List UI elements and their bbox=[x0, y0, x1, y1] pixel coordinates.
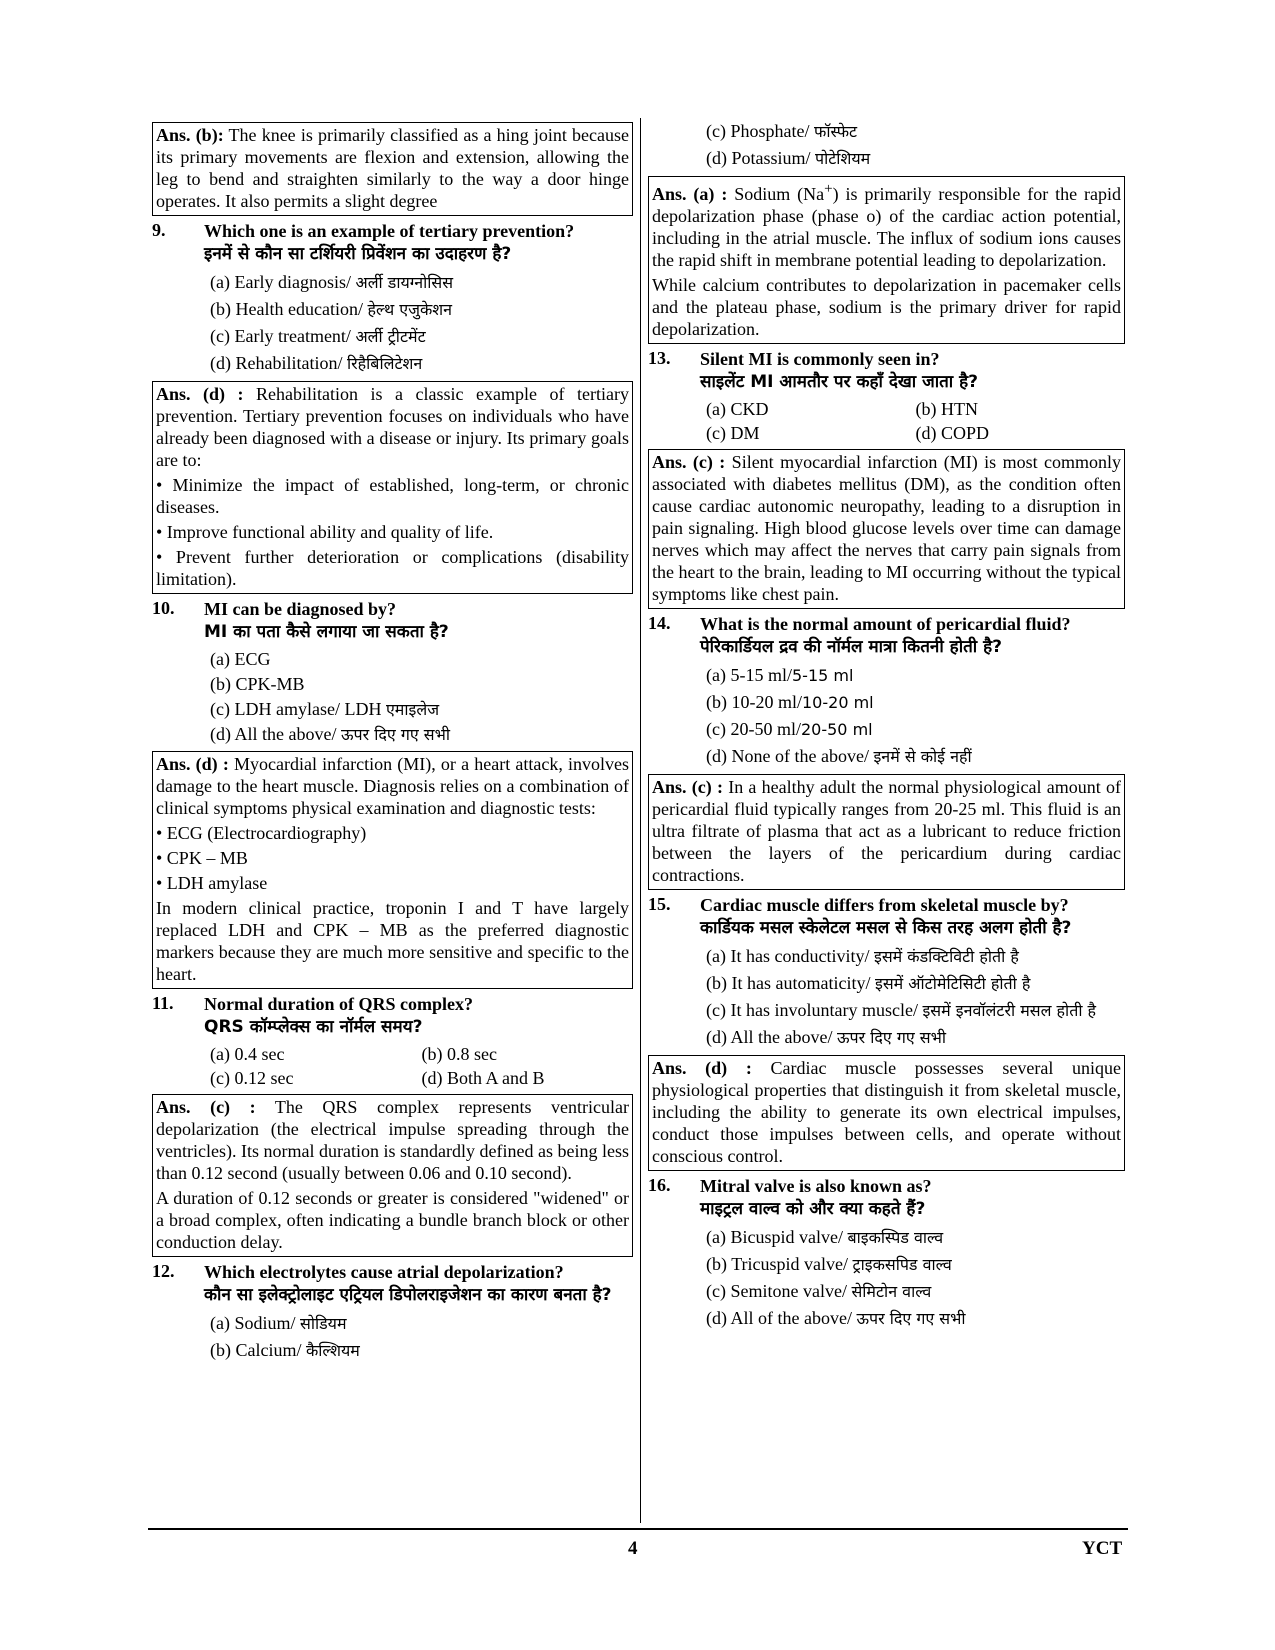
option-b: (b) Calcium/ कैल्शियम bbox=[210, 1340, 360, 1360]
options-q14 bbox=[706, 662, 1125, 770]
option-a: (a) CKD bbox=[706, 399, 769, 419]
question-text-en: MI can be diagnosed by? bbox=[204, 599, 397, 619]
option-a: (a) 5-15 ml/5-15 ml bbox=[706, 665, 854, 685]
question-9 bbox=[152, 220, 633, 266]
question-12 bbox=[152, 1261, 633, 1307]
left-column bbox=[152, 118, 633, 1364]
option-d: (d) Potassium/ पोटेशियम bbox=[706, 148, 871, 168]
answer-bullet: • Minimize the impact of established, long-term, or chronic diseases. bbox=[156, 475, 629, 517]
answer-text: The knee is primarily classified as a hing joint because its primary movements are flexion and extension, allowing the leg to bend and straighten similarly to the way a door hinge operates. It also permits a slight degree bbox=[156, 125, 629, 211]
question-13 bbox=[648, 348, 1125, 394]
answer-text: In modern clinical practice, troponin I and T have largely replaced LDH and CPK – MB as the preferred diagnostic markers because they are much more sensitive and specific to the heart. bbox=[156, 898, 629, 984]
option-c: (c) LDH amylase/ LDH एमाइलेज bbox=[210, 699, 440, 719]
answer-bullet: • Prevent further deterioration or complications (disability limitation). bbox=[156, 547, 629, 589]
answer-box-q9: Ans. (d) : Rehabilitation is a classic example of tertiary prevention. Tertiary prevention focuses on individuals who have already been diagnosed with a disease or injury. Its primary goals are to: • Minimize the impact of established, long-term, or chronic diseases. • Improve functional ability and quality of life. • Prevent further deterioration or complications (disability limitation). bbox=[152, 381, 633, 594]
question-16 bbox=[648, 1175, 1125, 1221]
option-a: (a) Early diagnosis/ अर्ली डायग्नोसिस bbox=[210, 272, 454, 292]
question-text-en: Normal duration of QRS complex? bbox=[204, 994, 473, 1014]
question-text-hi: कौन सा इलेक्ट्रोलाइट एट्रियल डिपोलराइजेशन का कारण बनता है? bbox=[204, 1285, 612, 1305]
option-c: (c) 20-50 ml/20-50 ml bbox=[706, 719, 873, 739]
publisher-brand: YCT bbox=[1082, 1538, 1123, 1559]
option-a: (a) It has conductivity/ इसमें कंडक्टिविटी होती है bbox=[706, 946, 1019, 966]
question-text-hi: इनमें से कौन सा टर्शियरी प्रिवेंशन का उदाहरण है? bbox=[204, 244, 512, 264]
question-number: 11. bbox=[152, 993, 174, 1013]
question-text-en: Cardiac muscle differs from skeletal muscle by? bbox=[700, 895, 1069, 915]
options-q13 bbox=[706, 397, 1125, 445]
options-q12 bbox=[210, 1310, 633, 1364]
question-number: 9. bbox=[152, 220, 166, 240]
column-divider bbox=[640, 118, 641, 1523]
answer-label: Ans. (b): bbox=[156, 125, 224, 145]
question-text-hi: MI का पता कैसे लगाया जा सकता है? bbox=[204, 622, 449, 642]
question-number: 16. bbox=[648, 1175, 671, 1195]
option-d: (d) None of the above/ इनमें से कोई नहीं bbox=[706, 746, 972, 766]
answer-box-q13: Ans. (c) : Silent myocardial infarction (MI) is most commonly associated with diabetes mellitus (DM), as the condition often cause cardiac autonomic neuropathy, leading to a disruption in pain signaling. High blood glucose levels over time can damage nerves which may affect the nerves that carry pain signals from the heart to the brain, leading to MI occurring without the typical symptoms like chest pain. bbox=[648, 449, 1125, 609]
option-d: (d) All of the above/ ऊपर दिए गए सभी bbox=[706, 1308, 966, 1328]
footer-rule bbox=[148, 1528, 1128, 1530]
option-d: (d) COPD bbox=[915, 423, 990, 443]
option-d: (d) All the above/ ऊपर दिए गए सभी bbox=[706, 1027, 947, 1047]
question-text-en: What is the normal amount of pericardial fluid? bbox=[700, 614, 1071, 634]
answer-text: While calcium contributes to depolarization in pacemaker cells and the plateau phase, sodium is the primary driver for rapid depolarization. bbox=[652, 275, 1121, 339]
options-q15 bbox=[706, 943, 1125, 1051]
option-c: (c) DM bbox=[706, 423, 760, 443]
question-number: 15. bbox=[648, 894, 671, 914]
answer-label: Ans. (d) : bbox=[156, 384, 244, 404]
option-c: (c) It has involuntary muscle/ इसमें इनवॉलंटरी मसल होती है bbox=[706, 1000, 1097, 1020]
answer-box-q14: Ans. (c) : In a healthy adult the normal physiological amount of pericardial fluid typically ranges from 20-25 ml. This fluid is an ultra filtrate of plasma that act as a lubricant to reduce friction between the layers of the pericardium during cardiac contractions. bbox=[648, 774, 1125, 890]
option-a: (a) 0.4 sec bbox=[210, 1044, 285, 1064]
options-q11 bbox=[210, 1042, 633, 1090]
answer-label: Ans. (a) : bbox=[652, 184, 728, 204]
option-b: (b) CPK-MB bbox=[210, 674, 305, 694]
option-b: (b) 10-20 ml/10-20 ml bbox=[706, 692, 874, 712]
answer-bullet: • CPK – MB bbox=[156, 848, 248, 868]
answer-label: Ans. (d) : bbox=[652, 1058, 752, 1078]
answer-label: Ans. (c) : bbox=[652, 777, 723, 797]
question-text-en: Which electrolytes cause atrial depolarization? bbox=[204, 1262, 564, 1282]
question-text-en: Which one is an example of tertiary prevention? bbox=[204, 221, 575, 241]
answer-text: A duration of 0.12 seconds or greater is considered "widened" or a broad complex, often indicating a bundle branch block or other conduction delay. bbox=[156, 1188, 629, 1252]
option-b: (b) Health education/ हेल्थ एजुकेशन bbox=[210, 299, 453, 319]
question-11 bbox=[152, 993, 633, 1039]
answer-label: Ans. (c) : bbox=[156, 1097, 256, 1117]
question-number: 12. bbox=[152, 1261, 175, 1281]
answer-box-q10: Ans. (d) : Myocardial infarction (MI), or a heart attack, involves damage to the heart muscle. Diagnosis relies on a combination of clinical symptoms physical examination and diagnostic tests: • ECG (Electrocardiography) • CPK – MB • LDH amylase In modern clinical practice, troponin I and T have largely replaced LDH and CPK – MB as the preferred diagnostic markers because they are much more sensitive and specific to the heart. bbox=[152, 751, 633, 989]
options-q16 bbox=[706, 1224, 1125, 1332]
option-a: (a) ECG bbox=[210, 649, 271, 669]
question-text-hi: साइलेंट MI आमतौर पर कहाँ देखा जाता है? bbox=[700, 372, 979, 392]
answer-label: Ans. (c) : bbox=[652, 452, 726, 472]
question-10 bbox=[152, 598, 633, 644]
answer-box-q11: Ans. (c) : The QRS complex represents ventricular depolarization (the electrical impulse spreading through the ventricles). Its normal duration is standardly defined as being less than 0.12 second (usually between 0.06 and 0.10 second). A duration of 0.12 seconds or greater is considered "widened" or a broad complex, often indicating a bundle branch block or other conduction delay. bbox=[152, 1094, 633, 1257]
option-b: (b) HTN bbox=[915, 399, 978, 419]
options-q10 bbox=[210, 647, 633, 747]
options-q9 bbox=[210, 269, 633, 377]
question-text-hi: QRS कॉम्प्लेक्स का नॉर्मल समय? bbox=[204, 1017, 423, 1037]
option-c: (c) Phosphate/ फॉस्फेट bbox=[706, 121, 858, 141]
question-14 bbox=[648, 613, 1125, 659]
question-text-hi: कार्डियक मसल स्केलेटल मसल से किस तरह अलग होती है? bbox=[700, 918, 1072, 938]
question-number: 14. bbox=[648, 613, 671, 633]
right-column bbox=[648, 118, 1125, 1332]
question-15 bbox=[648, 894, 1125, 940]
answer-box-q12: Ans. (a) : Sodium (Na+) is primarily responsible for the rapid depolarization phase (phase o) of the cardiac action potential, including in the atrial muscle. The influx of sodium ions causes the rapid shift in membrane potential leading to depolarization. While calcium contributes to depolarization in pacemaker cells and the plateau phase, sodium is the primary driver for rapid depolarization. bbox=[648, 176, 1125, 344]
answer-bullet: • ECG (Electrocardiography) bbox=[156, 823, 367, 843]
question-number: 13. bbox=[648, 348, 671, 368]
option-a: (a) Sodium/ सोडियम bbox=[210, 1313, 347, 1333]
option-c: (c) Early treatment/ अर्ली ट्रीटमेंट bbox=[210, 326, 426, 346]
option-c: (c) Semitone valve/ सेमिटोन वाल्व bbox=[706, 1281, 932, 1301]
option-d: (d) Rehabilitation/ रिहैबिलिटेशन bbox=[210, 353, 423, 373]
options-q12-continued bbox=[706, 118, 1125, 172]
answer-bullet: • Improve functional ability and quality of life. bbox=[156, 522, 494, 542]
option-b: (b) Tricuspid valve/ ट्राइकसपिड वाल्व bbox=[706, 1254, 952, 1274]
option-b: (b) It has automaticity/ इसमें ऑटोमेटिसिटी होती है bbox=[706, 973, 1031, 993]
answer-bullet: • LDH amylase bbox=[156, 873, 268, 893]
question-text-en: Silent MI is commonly seen in? bbox=[700, 349, 940, 369]
option-a: (a) Bicuspid valve/ बाइकस्पिड वाल्व bbox=[706, 1227, 944, 1247]
answer-label: Ans. (d) : bbox=[156, 754, 229, 774]
question-text-hi: पेरिकार्डियल द्रव की नॉर्मल मात्रा कितनी होती है? bbox=[700, 637, 1003, 657]
question-text-hi: माइट्रल वाल्व को और क्या कहते हैं? bbox=[700, 1199, 926, 1219]
question-number: 10. bbox=[152, 598, 175, 618]
option-d: (d) Both A and B bbox=[421, 1068, 545, 1088]
answer-box-q15: Ans. (d) : Cardiac muscle possesses several unique physiological properties that distinguish it from skeletal muscle, including the ability to generate its own electrical impulses, conduct those impulses between cells, and operate without conscious control. bbox=[648, 1055, 1125, 1171]
answer-box-q8 bbox=[152, 122, 633, 216]
option-d: (d) All the above/ ऊपर दिए गए सभी bbox=[210, 724, 451, 744]
question-text-en: Mitral valve is also known as? bbox=[700, 1176, 932, 1196]
page-number: 4 bbox=[628, 1538, 638, 1559]
option-b: (b) 0.8 sec bbox=[421, 1044, 497, 1064]
option-c: (c) 0.12 sec bbox=[210, 1068, 294, 1088]
